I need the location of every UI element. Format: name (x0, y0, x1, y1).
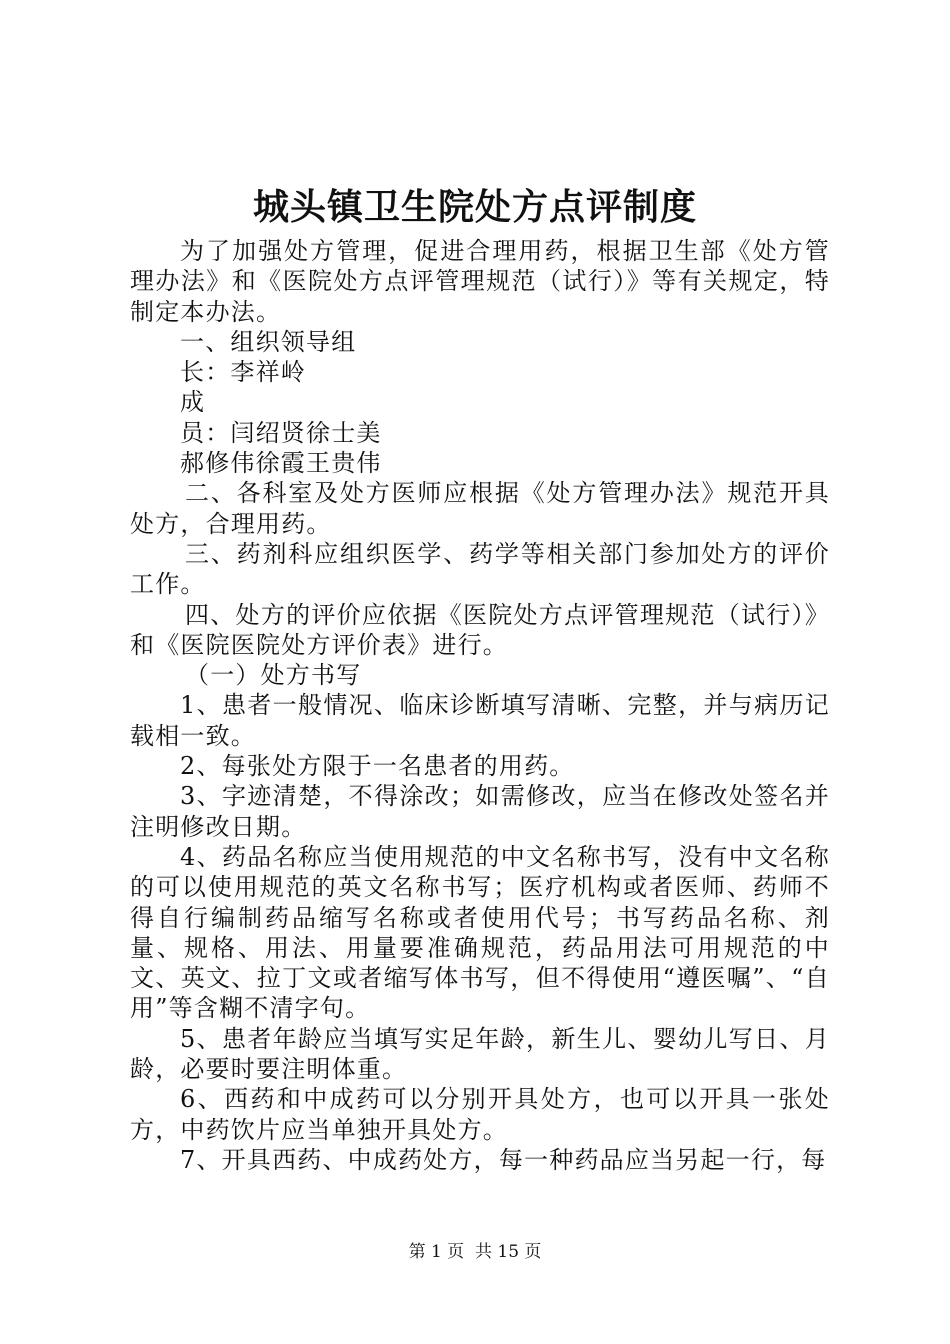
paragraph-section-1: 一、组织领导组 (180, 327, 357, 356)
paragraph-item-2: 2、每张处方限于一名患者的用药。 (180, 752, 575, 781)
paragraph-section-3: 三、药剂科应组织医学、药学等相关部门参加处方的评价工作。 (130, 539, 830, 599)
paragraph-members-1: 员：闫绍贤徐士美 (180, 418, 382, 447)
document-title: 城头镇卫生院处方点评制度 (252, 187, 697, 228)
paragraph-item-4: 4、药品名称应当使用规范的中文名称书写，没有中文名称的可以使用规范的英文名称书写；医疗机构或者医师、药师不得自行编制药品缩写名称或者使用代号；书写药品名称、剂量、规格、用法、用量要准确规范，药品用法可用规范的中文、英文、拉丁文或者缩写体书写，但不得使用“遵医嘱”、“自用”等含糊不清字句。 (130, 842, 830, 1023)
paragraph-item-5: 5、患者年龄应当填写实足年龄，新生儿、婴幼儿写日、月龄，必要时要注明体重。 (130, 1024, 830, 1084)
paragraph-item-6: 6、西药和中成药可以分别开具处方，也可以开具一张处方，中药饮片应当单独开具处方。 (130, 1085, 830, 1144)
document-body (130, 236, 830, 1175)
paragraph-subsection-1: （一）处方书写 (185, 661, 362, 690)
paragraph-member-label: 成 (180, 388, 206, 417)
paragraph-item-3: 3、字迹清楚，不得涂改；如需修改，应当在修改处签名并注明修改日期。 (130, 782, 830, 841)
paragraph-item-1: 1、患者一般情况、临床诊断填写清晰、完整，并与病历记载相一致。 (130, 691, 830, 750)
paragraph-intro: 为了加强处方管理，促进合理用药，根据卫生部《处方管理办法》和《医院处方点评管理规范（试行）》等有关规定，特制定本办法。 (130, 237, 830, 326)
paragraph-leader: 长：李祥岭 (180, 358, 306, 387)
page-footer (0, 1241, 950, 1263)
paragraph-members-2: 郝修伟徐霞王贵伟 (180, 449, 382, 478)
paragraph-section-2: 二、各科室及处方医师应根据《处方管理办法》规范开具处方，合理用药。 (130, 479, 830, 538)
paragraph-section-4: 四、处方的评价应依据《医院处方点评管理规范（试行）》和《医院医院处方评价表》进行。 (130, 600, 830, 659)
page-number: 第 1 页 共 15 页 (408, 1242, 542, 1262)
paragraph-item-7: 7、开具西药、中成药处方，每一种药品应当另起一行，每 (180, 1145, 827, 1174)
